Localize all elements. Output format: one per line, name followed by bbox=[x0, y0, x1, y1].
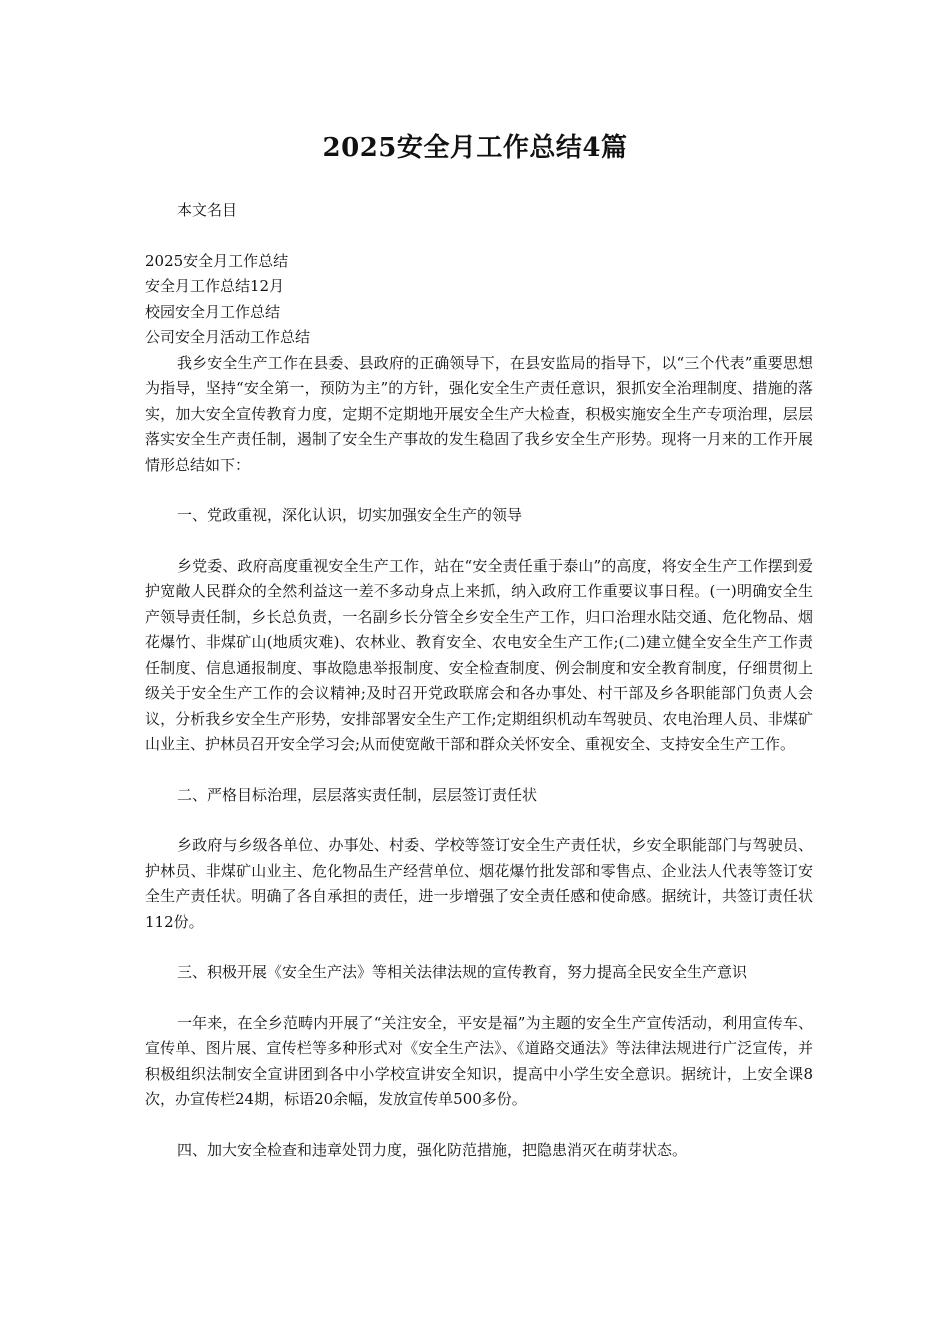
document-body bbox=[145, 198, 813, 1188]
section-body-3: 一年来，在全乡范畴内开展了“关注安全，平安是福”为主题的安全生产宣传活动，利用宣传车、宣传单、图片展、宣传栏等多种形式对《安全生产法》、《道路交通法》等法律法规进行广泛宣传，并积极组织法制安全宣讲团到各中小学校宣讲安全知识，提高中小学生安全意识。据统计，上安全课8次，办宣传栏24期，标语20余幅，发放宣传单500多份。 bbox=[145, 1013, 813, 1108]
section-heading-3: 三、积极开展《安全生产法》等相关法律法规的宣传教育，努力提高全民安全生产意识 bbox=[177, 963, 748, 981]
document-title: 2025安全月工作总结4篇 bbox=[322, 133, 628, 163]
toc-item: 校园安全月工作总结 bbox=[145, 302, 281, 321]
section-heading-4: 四、加大安全检查和违章处罚力度，强化防范措施，把隐患消灭在萌芽状态。 bbox=[177, 1140, 688, 1159]
section-body-1: 乡党委、政府高度重视安全生产工作，站在“安全责任重于泰山”的高度，将安全生产工作摆到爱护宽敞人民群众的全然利益这一差不多动身点上来抓，纳入政府工作重要议事日程。(一)明确安全生产领导责任制，乡长总负责，一名副乡长分管全乡安全生产工作，归口治理水陆交通、危化物品、烟花爆竹、非煤矿山(地质灾难)、农林业、教育安全、农电安全生产工作;(二)建立健全安全生产工作责任制度、信息通报制度、事故隐患举报制度、安全检查制度、例会制度和安全教育制度，仔细贯彻上级关于安全生产工作的会议精神;及时召开党政联席会和各办事处、村干部及乡各职能部门负责人会议，分析我乡安全生产形势，安排部署安全生产工作;定期组织机动车驾驶员、农电治理人员、非煤矿山业主、护林员召开安全学习会;从而使宽敞干部和群众关怀安全、重视安全、支持安全生产工作。 bbox=[145, 556, 813, 753]
section-heading-1: 一、党政重视，深化认识，切实加强安全生产的领导 bbox=[177, 506, 523, 524]
intro-paragraph: 我乡安全生产工作在县委、县政府的正确领导下，在县安监局的指导下，以“三个代表”重要思想为指导，坚持“安全第一，预防为主”的方针，强化安全生产责任意识，狠抓安全治理制度、措施的落实，加大安全宣传教育力度，定期不定期地开展安全生产大检查，积极实施安全生产专项治理，层层落实安全生产责任制，遏制了安全生产事故的发生稳固了我乡安全生产形势。现将一月来的工作开展情形总结如下： bbox=[145, 353, 813, 474]
section-heading-2: 二、严格目标治理，层层落实责任制，层层签订责任状 bbox=[177, 785, 538, 804]
toc-item: 2025安全月工作总结 bbox=[145, 251, 289, 270]
table-of-contents bbox=[145, 249, 813, 351]
toc-heading: 本文名目 bbox=[177, 201, 238, 219]
toc-item: 安全月工作总结12月 bbox=[145, 277, 285, 295]
toc-item: 公司安全月活动工作总结 bbox=[145, 328, 311, 346]
section-body-2: 乡政府与乡级各单位、办事处、村委、学校等签订安全生产责任状，乡安全职能部门与驾驶员、护林员、非煤矿山业主、危化物品生产经营单位、烟花爆竹批发部和零售点、企业法人代表等签订安全生产责任状。明确了各自承担的责任，进一步增强了安全责任感和使命感。据统计，共签订责任状112份。 bbox=[145, 836, 813, 931]
